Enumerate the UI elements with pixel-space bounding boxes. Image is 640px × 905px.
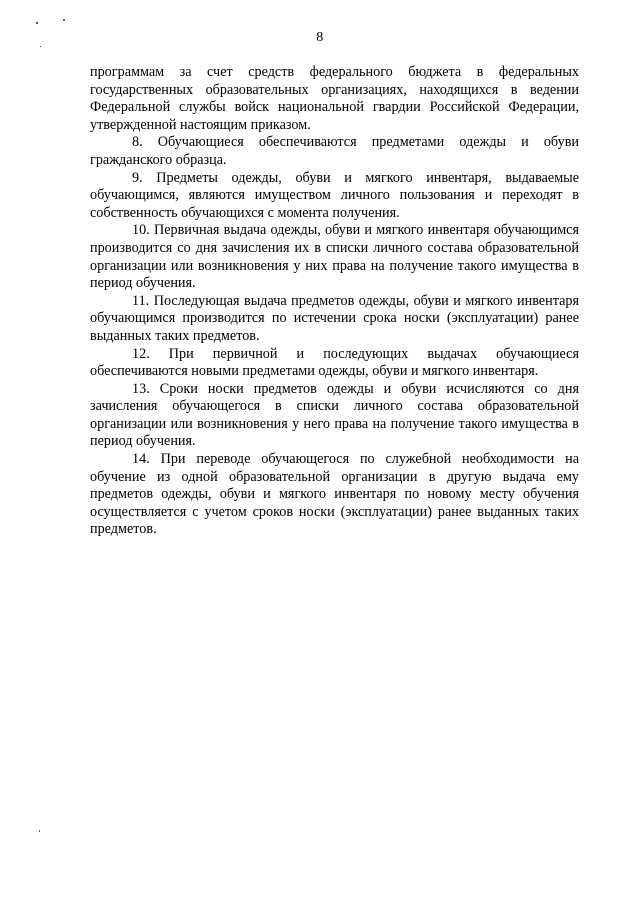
paragraph-continuation: программам за счет средств федерального бюджета в федеральных государственных образовательных организациях, находящихся в ведении Федеральной службы войск национальной гвардии Российской Федерации, утвержденной настоящим приказом. [90, 64, 579, 133]
scan-speck [39, 830, 40, 832]
paragraph-item-14: 14. При переводе обучающегося по служебной необходимости на обучение из одной образовательной организации в другую выдача ему предметов одежды, обуви и мягкого инвентаря по новому месту обучения осуществляется с учетом сроков носки (эксплуатации) ранее выданных таких предметов. [90, 451, 579, 538]
paragraph-item-10: 10. Первичная выдача одежды, обуви и мягкого инвентаря обучающимся производится со дня зачисления их в списки личного состава образовательной организации или возникновения у них права на получение такого имущества в период обучения. [90, 222, 579, 292]
scan-speck [63, 19, 65, 21]
body-text [90, 64, 579, 539]
scan-speck [40, 46, 41, 47]
paragraph-item-9: 9. Предметы одежды, обуви и мягкого инвентаря, выдаваемые обучающимся, являются имуществом личного пользования и переходят в собственность обучающихся с момента получения. [90, 169, 579, 221]
page-number: 8 [316, 30, 324, 45]
scan-speck [36, 22, 38, 24]
paragraph-item-12: 12. При первичной и последующих выдачах обучающиеся обеспечиваются новыми предметами одежды, обуви и мягкого инвентаря. [90, 345, 579, 380]
paragraph-item-13: 13. Сроки носки предметов одежды и обуви исчисляются со дня зачисления обучающегося в списки личного состава образовательной организации или возникновения у него права на получение такого имущества в период обучения. [90, 380, 579, 450]
paragraph-item-8: 8. Обучающиеся обеспечиваются предметами одежды и обуви гражданского образца. [90, 134, 579, 168]
paragraph-item-11: 11. Последующая выдача предметов одежды, обуви и мягкого инвентаря обучающимся производится по истечении срока носки (эксплуатации) ранее выданных таких предметов. [90, 292, 579, 344]
